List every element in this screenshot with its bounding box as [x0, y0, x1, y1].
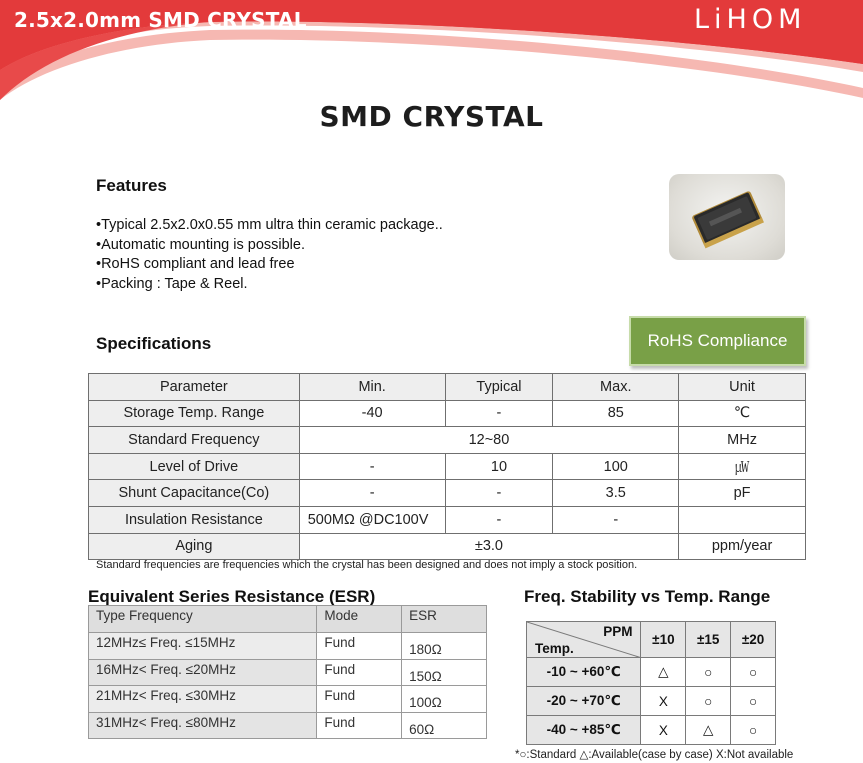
feature-item: •Automatic mounting is possible.	[96, 236, 305, 253]
table-header-row	[527, 622, 776, 658]
column-header: ±20	[731, 622, 776, 658]
table-row	[89, 686, 487, 713]
product-photo	[669, 174, 785, 260]
table-header-row	[89, 606, 487, 633]
feature-item: •Packing : Tape & Reel.	[96, 275, 248, 292]
table-row	[527, 658, 776, 687]
max-value: 3.5	[553, 480, 679, 507]
esr-table	[88, 605, 487, 739]
typical-value: -	[445, 400, 553, 427]
specifications-note: Standard frequencies are frequencies which the crystal has been designed and does not imply a stock position.	[96, 559, 638, 571]
stability-table	[526, 621, 776, 745]
parameter-name: Aging	[89, 533, 300, 560]
table-row	[89, 453, 806, 480]
esr-cell: 60Ω	[402, 712, 487, 739]
mode-cell: Fund	[317, 659, 402, 686]
availability-cell: ○	[731, 687, 776, 716]
temp-range-cell: -10 ~ +60℃	[527, 658, 641, 687]
column-header: Parameter	[89, 374, 300, 401]
rohs-compliance-badge: RoHS Compliance	[629, 316, 806, 366]
min-value: 500MΩ @DC100V	[299, 506, 445, 533]
availability-cell: ○	[686, 658, 731, 687]
esr-heading: Equivalent Series Resistance (ESR)	[88, 587, 376, 606]
availability-cell: ○	[686, 687, 731, 716]
table-row	[89, 480, 806, 507]
column-header: Typical	[445, 374, 553, 401]
availability-cell: △	[641, 658, 686, 687]
mode-cell: Fund	[317, 686, 402, 713]
stability-heading: Freq. Stability vs Temp. Range	[524, 587, 771, 606]
temp-range-cell: -20 ~ +70℃	[527, 687, 641, 716]
parameter-name: Level of Drive	[89, 453, 300, 480]
table-row	[89, 427, 806, 454]
table-row	[89, 400, 806, 427]
column-header: Type Frequency	[89, 606, 317, 633]
column-header: Unit	[679, 374, 806, 401]
column-header: ±10	[641, 622, 686, 658]
column-header: Min.	[299, 374, 445, 401]
column-header: ±15	[686, 622, 731, 658]
min-value: -	[299, 453, 445, 480]
parameter-name: Standard Frequency	[89, 427, 300, 454]
table-row	[89, 533, 806, 560]
column-header: Max.	[553, 374, 679, 401]
column-header: Mode	[317, 606, 402, 633]
frequency-cell: 12MHz≤ Freq. ≤15MHz	[89, 633, 317, 660]
availability-cell: X	[641, 687, 686, 716]
unit-value: pF	[679, 480, 806, 507]
table-header-row	[89, 374, 806, 401]
unit-value: ㎼	[679, 453, 806, 480]
max-value: 100	[553, 453, 679, 480]
column-header: ESR	[402, 606, 487, 633]
table-row	[89, 633, 487, 660]
temp-range-cell: -40 ~ +85℃	[527, 716, 641, 745]
esr-cell: 150Ω	[402, 659, 487, 686]
unit-value: ppm/year	[679, 533, 806, 560]
frequency-cell: 16MHz< Freq. ≤20MHz	[89, 659, 317, 686]
availability-cell: ○	[731, 716, 776, 745]
temp-label: Temp.	[535, 641, 574, 656]
typical-value: 10	[445, 453, 553, 480]
parameter-name: Shunt Capacitance(Co)	[89, 480, 300, 507]
parameter-name: Insulation Resistance	[89, 506, 300, 533]
unit-value: ℃	[679, 400, 806, 427]
frequency-cell: 31MHz< Freq. ≤80MHz	[89, 712, 317, 739]
range-value: 12~80	[299, 427, 678, 454]
esr-cell: 100Ω	[402, 686, 487, 713]
mode-cell: Fund	[317, 633, 402, 660]
specifications-table	[88, 373, 806, 560]
esr-cell: 180Ω	[402, 633, 487, 660]
table-row	[527, 687, 776, 716]
specifications-heading: Specifications	[96, 334, 212, 353]
availability-cell: X	[641, 716, 686, 745]
mode-cell: Fund	[317, 712, 402, 739]
unit-value	[679, 506, 806, 533]
min-value: -	[299, 480, 445, 507]
table-row	[89, 506, 806, 533]
feature-item: •RoHS compliant and lead free	[96, 256, 295, 272]
stability-legend-note: *○:Standard △:Available(case by case) X:Not available	[515, 749, 794, 761]
smd-crystal-package-icon	[669, 174, 785, 260]
ppm-temp-corner-cell	[527, 622, 641, 658]
ppm-label: PPM	[603, 624, 633, 639]
page-title: SMD CRYSTAL	[319, 100, 544, 133]
availability-cell: ○	[731, 658, 776, 687]
unit-value: MHz	[679, 427, 806, 454]
feature-item: •Typical 2.5x2.0x0.55 mm ultra thin ceramic package..	[96, 217, 443, 233]
typical-value: -	[445, 506, 553, 533]
table-row	[89, 712, 487, 739]
features-list	[96, 216, 443, 294]
features-heading: Features	[96, 176, 167, 195]
frequency-cell: 21MHz< Freq. ≤30MHz	[89, 686, 317, 713]
range-value: ±3.0	[299, 533, 678, 560]
table-row	[89, 659, 487, 686]
header-title: 2.5x2.0mm SMD CRYSTAL	[14, 8, 307, 32]
availability-cell: △	[686, 716, 731, 745]
max-value: -	[553, 506, 679, 533]
max-value: 85	[553, 400, 679, 427]
min-value: -40	[299, 400, 445, 427]
typical-value: -	[445, 480, 553, 507]
lihom-logo: LiHOM	[694, 4, 807, 35]
table-row	[527, 716, 776, 745]
parameter-name: Storage Temp. Range	[89, 400, 300, 427]
